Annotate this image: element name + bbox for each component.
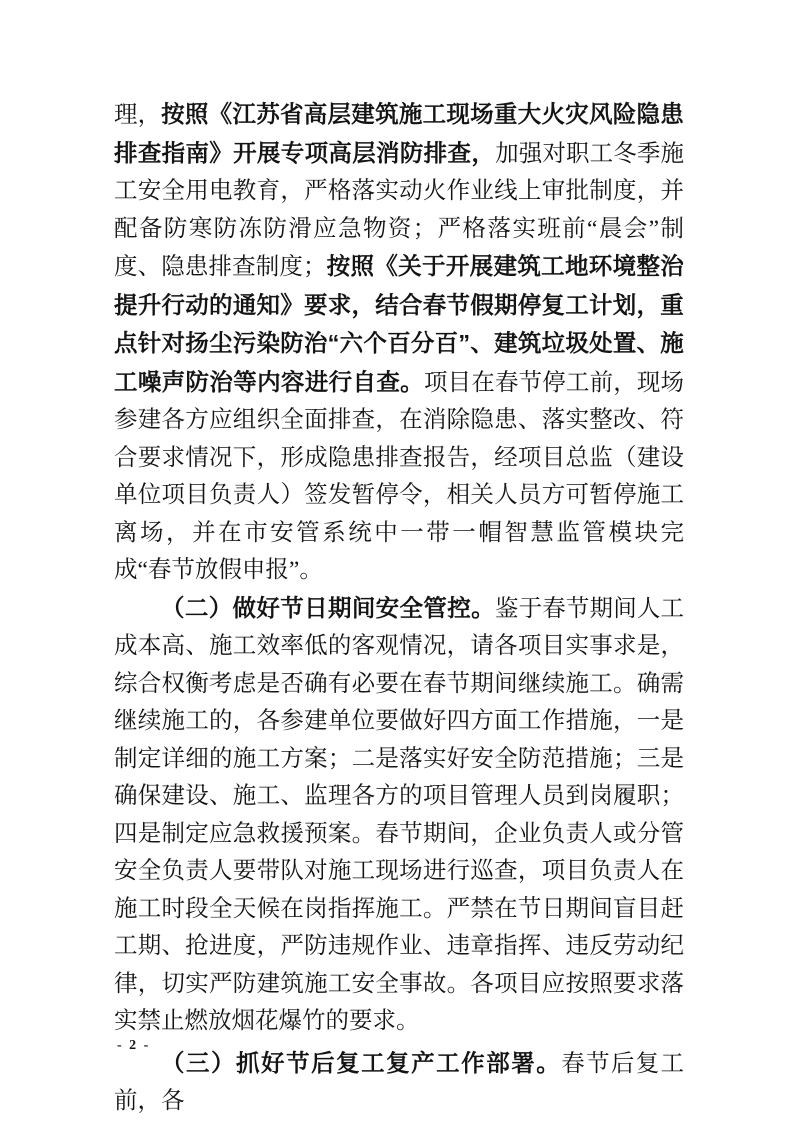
document-body bbox=[114, 96, 684, 1121]
text-run: 春节后复工前，各 bbox=[114, 1050, 685, 1114]
text-run-bold: 按照《江苏省高层建筑施工现场重大火灾风险隐患排查指南》开展专项高层消防排查， bbox=[114, 101, 684, 166]
paragraph-1 bbox=[114, 96, 684, 590]
text-run-bold: 按照《关于开展建筑工地环境整治提升行动的通知》要求，结合春节假期停复工计划，重点针对扬尘污染防治“六个百分百”、建筑垃圾处置、施工噪声防治等内容进行自查。 bbox=[114, 253, 685, 395]
text-run: 鉴于春节期间人工成本高、施工效率低的客观情况，请各项目实事求是，综合权衡考虑是否确有必要在春节期间继续施工。确需继续施工的，各参建单位要做好四方面工作措施，一是制定详细的施工方案；二是落实好安全防范措施；三是确保建设、施工、监理各方的项目管理人员到岗履职；四是制定应急救援预案。春节期间，企业负责人或分管安全负责人要带队对施工现场进行巡查，项目负责人在施工时段全天候在岗指挥施工。严禁在节日期间盲目赶工期、抢进度，严防违规作业、违章指挥、违反劳动纪律，切实严防建筑施工安全事故。各项目应按照要求落实禁止燃放烟花爆竹的要求。 bbox=[114, 595, 684, 1034]
text-run: 加强对职工冬季施工安全用电教育，严格落实动火作业线上审批制度，并配备防寒防冻防滑应急物资；严格落实班前“晨会”制度、隐患排查制度； bbox=[114, 140, 685, 280]
paragraph-2 bbox=[114, 590, 684, 1041]
section-heading-2: （二）做好节日期间安全管控。 bbox=[161, 594, 495, 621]
section-heading-3: （三）抓好节后复工复产工作部署。 bbox=[161, 1049, 562, 1076]
text-run: 理， bbox=[114, 102, 162, 128]
page-number: - 2 - bbox=[117, 1038, 151, 1053]
paragraph-3 bbox=[114, 1045, 684, 1121]
text-run: 项目在春节停工前，现场参建各方应组织全面排查，在消除隐患、落实整改、符合要求情况下，形成隐患排查报告，经项目总监（建设单位项目负责人）签发暂停令，相关人员方可暂停施工离场，并在市安管系统中一带一帽智慧监管模块完成“春节放假申报”。 bbox=[114, 369, 685, 583]
